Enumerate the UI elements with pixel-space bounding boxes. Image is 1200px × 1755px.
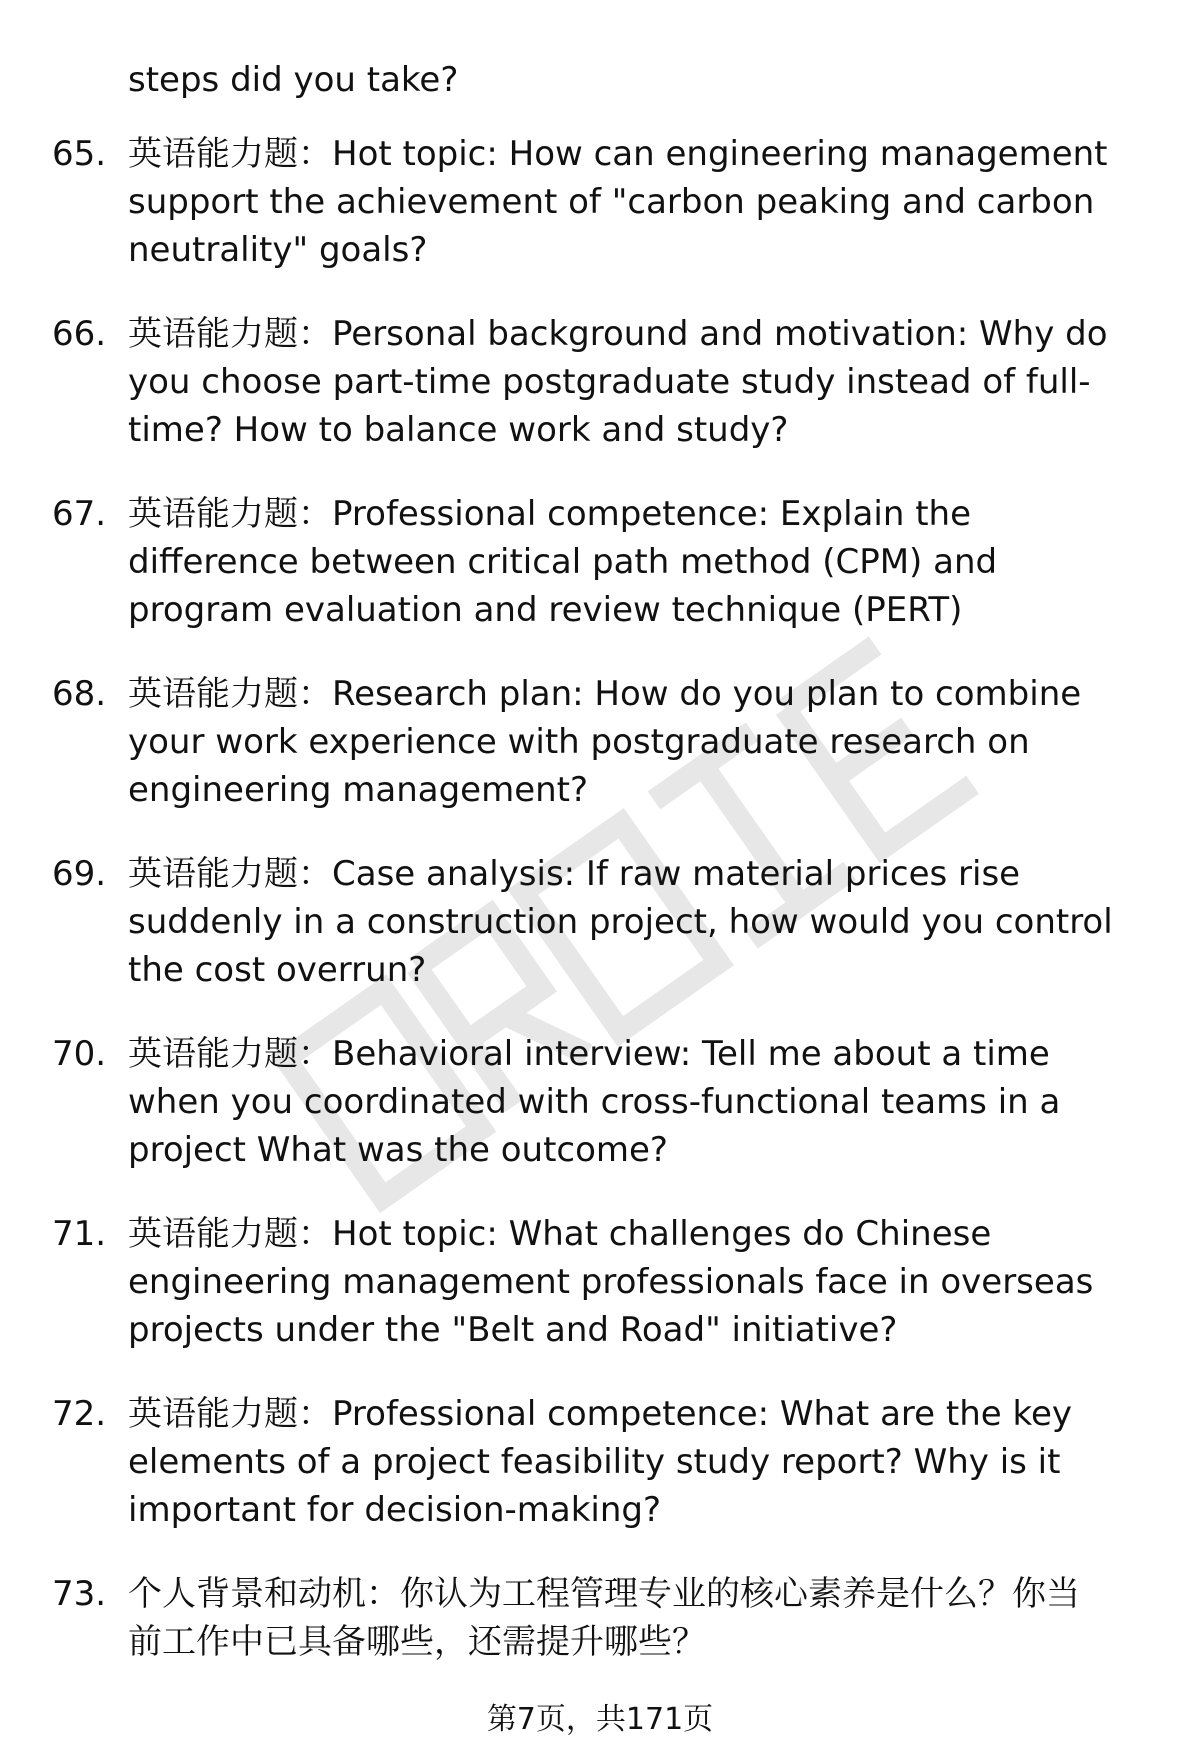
question-text: [128, 130, 1148, 274]
question-line: 英语能力题：Behavioral interview: Tell me about a time: [128, 1034, 1050, 1074]
question-text: [128, 1210, 1148, 1354]
question-line: time? How to balance work and study?: [128, 410, 789, 450]
question-number: 73.: [52, 1574, 107, 1614]
question-number: 71.: [52, 1214, 107, 1254]
question-text: [128, 490, 1148, 634]
continued-question-text: steps did you take?: [128, 60, 459, 100]
question-line: 英语能力题：Hot topic: What challenges do Chinese: [128, 1214, 992, 1254]
question-line: program evaluation and review technique (PERT): [128, 590, 963, 630]
question-line: projects under the "Belt and Road" initiative?: [128, 1310, 898, 1350]
question-line: 英语能力题：Case analysis: If raw material prices rise: [128, 854, 1021, 894]
question-number: 65.: [52, 134, 107, 174]
question-line: important for decision-making?: [128, 1490, 662, 1530]
question-line: elements of a project feasibility study report? Why is it: [128, 1442, 1061, 1482]
question-line: neutrality" goals?: [128, 230, 428, 270]
question-line: difference between critical path method (CPM) and: [128, 542, 998, 582]
question-line: 前工作中已具备哪些，还需提升哪些？: [128, 1622, 706, 1662]
question-number: 68.: [52, 674, 107, 714]
question-line: 英语能力题：Personal background and motivation: Why do: [128, 314, 1108, 354]
question-text: [128, 1390, 1148, 1534]
question-line: 个人背景和动机：你认为工程管理专业的核心素养是什么？你当: [128, 1574, 1080, 1614]
question-line: engineering management?: [128, 770, 589, 810]
question-line: suddenly in a construction project, how would you control: [128, 902, 1113, 942]
question-text: [128, 310, 1148, 454]
question-text: [128, 850, 1148, 994]
question-line: support the achievement of "carbon peaking and carbon: [128, 182, 1095, 222]
question-line: engineering management professionals face in overseas: [128, 1262, 1094, 1302]
question-line: project What was the outcome?: [128, 1130, 668, 1170]
question-text: [128, 1570, 1148, 1666]
question-line: when you coordinated with cross-functional teams in a: [128, 1082, 1061, 1122]
question-number: 70.: [52, 1034, 107, 1074]
question-number: 69.: [52, 854, 107, 894]
question-number: 66.: [52, 314, 107, 354]
question-line: 英语能力题：Research plan: How do you plan to combine: [128, 674, 1082, 714]
question-number: 72.: [52, 1394, 107, 1434]
page-number-footer: 第7页，共171页: [486, 1702, 714, 1737]
question-line: the cost overrun?: [128, 950, 427, 990]
question-line: you choose part-time postgraduate study instead of full-: [128, 362, 1091, 402]
question-line: 英语能力题：Professional competence: What are the key: [128, 1394, 1072, 1434]
question-line: your work experience with postgraduate research on: [128, 722, 1030, 762]
question-line: 英语能力题：Professional competence: Explain the: [128, 494, 971, 534]
question-line: 英语能力题：Hot topic: How can engineering management: [128, 134, 1108, 174]
question-text: [128, 1030, 1148, 1174]
question-number: 67.: [52, 494, 107, 534]
question-text: [128, 670, 1148, 814]
